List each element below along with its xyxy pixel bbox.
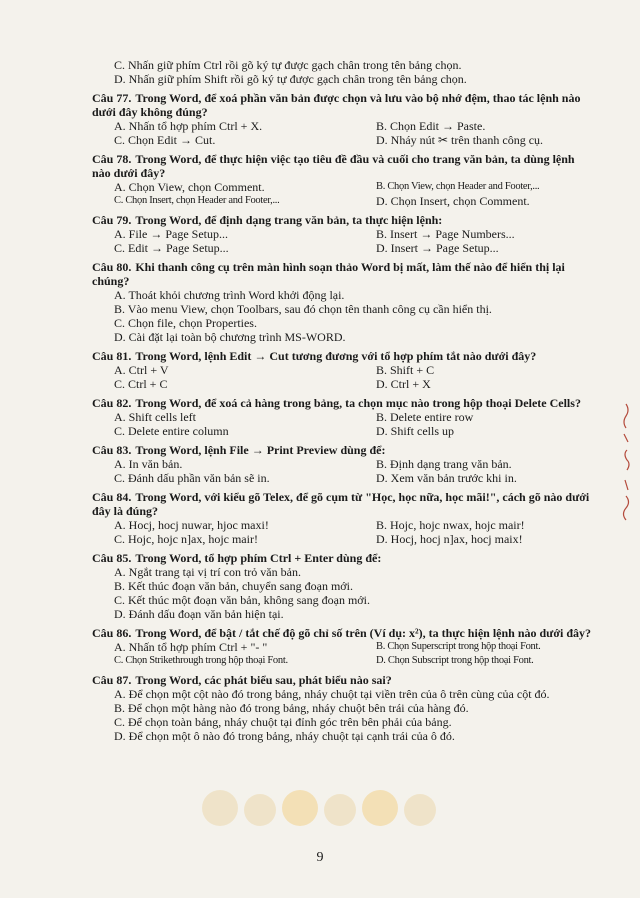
answer-option: A. Ctrl + V — [114, 363, 169, 377]
question-title — [92, 443, 592, 457]
question-text: Trong Word, để xoá cả hàng trong bảng, ta chọn mục nào trong hộp thoại Delete Cells? — [135, 396, 581, 410]
answer-option: C. Chọn Strikethrough trong hộp thoại Font. — [114, 655, 288, 666]
question — [92, 349, 592, 391]
question-text: Trong Word, để thực hiện việc tạo tiêu đề đầu và cuối cho trang văn bản, ta dùng lệnh nào dưới đây? — [92, 152, 575, 180]
question-title — [92, 213, 592, 227]
answer-options — [92, 227, 592, 255]
answer-options — [92, 288, 592, 344]
question-title — [92, 260, 592, 288]
answer-option: C. Đánh dấu phần văn bản sẽ in. — [114, 471, 270, 485]
question-text: Trong Word, để định dạng trang văn bản, ta thực hiện lệnh: — [135, 213, 443, 227]
question — [92, 396, 592, 438]
answer-option: C. Edit → Page Setup... — [114, 241, 229, 255]
answer-option: B. Vào menu View, chọn Toolbars, sau đó chọn tên thanh công cụ cần hiển thị. — [114, 302, 492, 316]
answer-option: B. Insert → Page Numbers... — [376, 227, 515, 241]
continuation-option: D. Nhấn giữ phím Shift rồi gõ ký tự được gạch chân trong tên bảng chọn. — [114, 72, 467, 86]
question-number: Câu 82. — [92, 396, 132, 410]
watermark — [198, 786, 448, 830]
answer-option: D. Đánh dấu đoạn văn bản hiện tại. — [114, 607, 284, 621]
question-text: Trong Word, để xoá phần văn bản được chọn và lưu vào bộ nhớ đệm, thao tác lệnh nào dưới đây không đúng? — [92, 91, 581, 119]
question-number: Câu 84. — [92, 490, 132, 504]
handwritten-margin-note — [618, 400, 634, 530]
continuation-options — [92, 58, 592, 86]
question — [92, 551, 592, 621]
answer-option: C. Hojc, hojc n]ax, hojc mair! — [114, 532, 258, 546]
answer-options — [92, 119, 592, 147]
question — [92, 260, 592, 344]
continuation-option: C. Nhấn giữ phím Ctrl rồi gõ ký tự được gạch chân trong tên bảng chọn. — [114, 58, 462, 72]
answer-option: D. Chọn Subscript trong hộp thoại Font. — [376, 655, 534, 666]
question-text: Trong Word, với kiểu gõ Telex, để gõ cụm từ "Học, học nữa, học mãi!", cách gõ nào dưới đây là đúng? — [92, 490, 590, 518]
question-title — [92, 673, 592, 687]
answer-option: C. Ctrl + C — [114, 377, 168, 391]
question — [92, 91, 592, 147]
answer-option: B. Hojc, hojc nwax, hojc mair! — [376, 518, 525, 532]
question-text: Trong Word, tổ hợp phím Ctrl + Enter dùng để: — [135, 551, 382, 565]
question-title — [92, 152, 592, 180]
question-number: Câu 77. — [92, 91, 132, 105]
question-title — [92, 551, 592, 565]
answer-option: D. Chọn Insert, chọn Comment. — [376, 194, 530, 208]
answer-option: C. Để chọn toàn bảng, nháy chuột tại đỉnh góc trên bên phải của bảng. — [114, 715, 452, 729]
question-number: Câu 83. — [92, 443, 132, 457]
question — [92, 443, 592, 485]
answer-options — [92, 457, 592, 485]
question-text: Trong Word, lệnh File → Print Preview dùng để: — [135, 443, 386, 457]
answer-options — [92, 180, 592, 208]
answer-option: D. Để chọn một ô nào đó trong bảng, nháy chuột tại cạnh trái của ô đó. — [114, 729, 455, 743]
answer-options — [92, 565, 592, 621]
answer-option: B. Chọn Edit → Paste. — [376, 119, 486, 133]
answer-option: A. Ngắt trang tại vị trí con trỏ văn bản. — [114, 565, 301, 579]
answer-option: B. Kết thúc đoạn văn bản, chuyển sang đoạn mới. — [114, 579, 353, 593]
answer-option: C. Delete entire column — [114, 424, 229, 438]
question — [92, 152, 592, 208]
answer-option: D. Hocj, hocj n]ax, hocj maix! — [376, 532, 523, 546]
answer-option: B. Để chọn một hàng nào đó trong bảng, nháy chuột bên trái của hàng đó. — [114, 701, 469, 715]
answer-option: B. Shift + C — [376, 363, 435, 377]
answer-option: D. Shift cells up — [376, 424, 454, 438]
question-text: Trong Word, lệnh Edit → Cut tương đương với tổ hợp phím tắt nào dưới đây? — [135, 349, 537, 363]
answer-option: C. Chọn Insert, chọn Header and Footer,... — [114, 195, 280, 206]
answer-option: A. Nhấn tổ hợp phím Ctrl + X. — [114, 119, 263, 133]
answer-options — [92, 363, 592, 391]
question-title — [92, 490, 592, 518]
question-title — [92, 396, 592, 410]
answer-option: B. Chọn View, chọn Header and Footer,... — [376, 181, 540, 192]
answer-option: A. Hocj, hocj nuwar, hjoc maxi! — [114, 518, 269, 532]
answer-option: B. Chọn Superscript trong hộp thoại Font. — [376, 641, 541, 652]
answer-option: C. Kết thúc một đoạn văn bản, không sang đoạn mới. — [114, 593, 370, 607]
question-number: Câu 80. — [92, 260, 132, 274]
answer-option: C. Chọn Edit → Cut. — [114, 133, 216, 147]
answer-option: D. Xem văn bản trước khi in. — [376, 471, 517, 485]
question-number: Câu 86. — [92, 626, 132, 640]
answer-option: D. Ctrl + X — [376, 377, 431, 391]
question — [92, 673, 592, 743]
question-number: Câu 81. — [92, 349, 132, 363]
answer-options — [92, 687, 592, 743]
question-number: Câu 85. — [92, 551, 132, 565]
answer-option: D. Nháy nút ✂ trên thanh công cụ. — [376, 133, 544, 147]
question-title — [92, 91, 592, 119]
answer-option: B. Delete entire row — [376, 410, 474, 424]
question-text: Trong Word, các phát biểu sau, phát biểu nào sai? — [135, 673, 392, 687]
answer-option: D. Cài đặt lại toàn bộ chương trình MS-WORD. — [114, 330, 346, 344]
answer-options — [92, 410, 592, 438]
answer-option: A. In văn bản. — [114, 457, 183, 471]
answer-option: C. Chọn file, chọn Properties. — [114, 316, 257, 330]
page-content — [92, 58, 592, 743]
answer-option: A. Nhấn tổ hợp phím Ctrl + "- " — [114, 640, 268, 654]
question-number: Câu 79. — [92, 213, 132, 227]
question-text: Khi thanh công cụ trên màn hình soạn thảo Word bị mất, làm thế nào để hiển thị lại chúng? — [92, 260, 565, 288]
page-number: 9 — [316, 850, 324, 865]
question — [92, 213, 592, 255]
question-list — [92, 91, 592, 743]
answer-option: A. Shift cells left — [114, 410, 196, 424]
question-number: Câu 78. — [92, 152, 132, 166]
answer-option: A. Chọn View, chọn Comment. — [114, 180, 265, 194]
question-number: Câu 87. — [92, 673, 132, 687]
answer-option: A. Để chọn một cột nào đó trong bảng, nháy chuột tại viền trên của ô trên cùng của cột đó. — [114, 687, 550, 701]
answer-option: B. Định dạng trang văn bản. — [376, 457, 512, 471]
answer-option: A. File → Page Setup... — [114, 227, 228, 241]
question — [92, 626, 592, 668]
question — [92, 490, 592, 546]
question-text: Trong Word, để bật / tắt chế độ gõ chỉ số trên (Ví dụ: x²), ta thực hiện lệnh nào dưới đây? — [135, 626, 592, 640]
question-title — [92, 349, 592, 363]
answer-options — [92, 640, 592, 668]
answer-option: A. Thoát khỏi chương trình Word khởi động lại. — [114, 288, 345, 302]
question-title — [92, 626, 592, 640]
answer-options — [92, 518, 592, 546]
answer-option: D. Insert → Page Setup... — [376, 241, 499, 255]
